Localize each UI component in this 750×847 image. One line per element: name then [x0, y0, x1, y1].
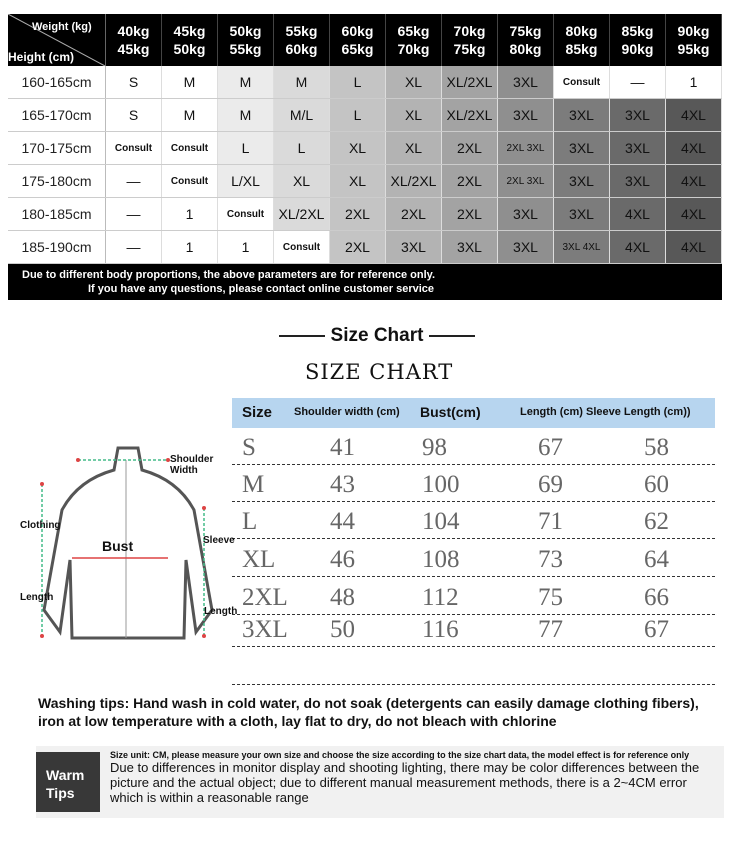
cell-size: XL	[242, 546, 276, 573]
size-cell: M	[274, 66, 330, 99]
size-cell: 1	[666, 66, 722, 99]
label-shoulder-width: Shoulder Width	[170, 454, 214, 476]
size-cell: 4XL	[666, 198, 722, 231]
cell-sleeve: 60	[644, 471, 669, 498]
size-cell: L	[330, 99, 386, 132]
label-sleeve: Sleeve	[203, 535, 235, 546]
weight-col-5: 65kg 70kg	[386, 14, 442, 66]
size-cell: 3XL 4XL	[554, 231, 610, 264]
cell-size: S	[242, 434, 256, 461]
footnote-line-2: If you have any questions, please contact online customer service	[88, 283, 435, 295]
weight-col-10: 90kg 95kg	[666, 14, 722, 66]
cell-bust: 98	[422, 434, 447, 461]
size-cell: 4XL	[610, 231, 666, 264]
cell-length: 73	[538, 546, 563, 573]
col-length-sleeve: Length (cm) Sleeve Length (cm))	[520, 406, 691, 418]
size-cell: 2XL	[386, 198, 442, 231]
size-cell: L	[274, 132, 330, 165]
size-cell: 4XL	[666, 132, 722, 165]
size-cell: XL	[386, 132, 442, 165]
size-cell: 4XL	[610, 198, 666, 231]
cell-shoulder: 44	[330, 508, 355, 535]
cell-size: L	[242, 508, 258, 535]
size-cell: —	[106, 165, 162, 198]
size-chart-subtitle: SIZE CHART	[305, 360, 454, 384]
size-cell: XL/2XL	[274, 198, 330, 231]
cell-sleeve: 58	[644, 434, 669, 461]
table-row	[232, 467, 715, 502]
size-cell: XL	[386, 66, 442, 99]
size-cell: M	[162, 66, 218, 99]
cell-bust: 100	[422, 471, 460, 498]
size-cell: 2XL	[442, 132, 498, 165]
cell-sleeve: 67	[644, 616, 669, 643]
height-label: 185-190cm	[8, 231, 106, 264]
size-cell: Consult	[274, 231, 330, 264]
weight-col-0: 40kg 45kg	[106, 14, 162, 66]
cell-shoulder: 43	[330, 471, 355, 498]
warm-tips-box	[36, 746, 724, 818]
size-cell: Consult	[162, 132, 218, 165]
size-cell: 3XL	[554, 99, 610, 132]
size-cell: Consult	[218, 198, 274, 231]
cell-bust: 116	[422, 616, 459, 643]
size-cell: S	[106, 66, 162, 99]
col-bust: Bust(cm)	[420, 404, 481, 420]
size-cell: 3XL	[498, 99, 554, 132]
warm-tips-label	[36, 752, 100, 812]
cell-bust: 108	[422, 546, 460, 573]
height-label: 180-185cm	[8, 198, 106, 231]
cell-shoulder: 50	[330, 616, 355, 643]
size-cell: 2XL 3XL	[498, 132, 554, 165]
height-axis-label: Height (cm)	[8, 50, 74, 64]
warm-label-line-2: Tips	[46, 785, 75, 801]
cell-sleeve: 62	[644, 508, 669, 535]
table-row	[232, 612, 715, 647]
size-cell: 1	[162, 231, 218, 264]
table-row	[232, 580, 715, 615]
table-row	[8, 99, 722, 132]
weight-col-6: 70kg 75kg	[442, 14, 498, 66]
size-cell: XL/2XL	[442, 66, 498, 99]
size-cell: 2XL	[442, 165, 498, 198]
size-cell: M	[162, 99, 218, 132]
size-cell: —	[106, 231, 162, 264]
weight-col-1: 45kg 50kg	[162, 14, 218, 66]
cell-bust: 104	[422, 508, 460, 535]
col-size: Size	[242, 404, 273, 421]
warm-tip-1: Size unit: CM, please measure your own size and choose the size according to the size chart data, the model effect is for reference only	[110, 750, 690, 760]
cell-length: 75	[538, 584, 563, 611]
size-cell: L	[330, 66, 386, 99]
cell-length: 69	[538, 471, 563, 498]
size-chart-title: Size Chart	[330, 325, 424, 346]
cell-shoulder: 46	[330, 546, 355, 573]
table-row	[232, 542, 715, 577]
warm-label-line-1: Warm	[46, 767, 85, 783]
weight-col-8: 80kg 85kg	[554, 14, 610, 66]
cell-bust: 112	[422, 584, 459, 611]
cell-length: 67	[538, 434, 563, 461]
size-cell: XL/2XL	[442, 99, 498, 132]
size-cell: M	[218, 66, 274, 99]
cell-shoulder: 48	[330, 584, 355, 611]
cell-length: 71	[538, 508, 563, 535]
jacket-diagram	[8, 440, 238, 650]
label-bust: Bust	[102, 538, 134, 554]
weight-axis-label: Weight (kg)	[32, 21, 92, 33]
weight-header-row	[8, 14, 722, 66]
size-cell: L/XL	[218, 165, 274, 198]
size-cell: 3XL	[610, 165, 666, 198]
size-cell: 4XL	[666, 231, 722, 264]
size-cell: S	[106, 99, 162, 132]
cell-size: M	[242, 471, 265, 498]
footnote-line-1: Due to different body proportions, the above parameters are for reference only.	[22, 269, 435, 281]
size-cell: 2XL 3XL	[498, 165, 554, 198]
height-label: 175-180cm	[8, 165, 106, 198]
heading-rule-left	[279, 335, 325, 337]
size-cell: 3XL	[442, 231, 498, 264]
cell-length: 77	[538, 616, 563, 643]
cell-sleeve: 64	[644, 546, 669, 573]
size-cell: 3XL	[554, 165, 610, 198]
size-cell: 3XL	[554, 132, 610, 165]
size-cell: XL	[330, 132, 386, 165]
size-cell: 2XL	[330, 231, 386, 264]
size-cell: 3XL	[498, 66, 554, 99]
size-cell: Consult	[106, 132, 162, 165]
weight-col-3: 55kg 60kg	[274, 14, 330, 66]
size-cell: XL	[274, 165, 330, 198]
table-row	[8, 66, 722, 99]
size-cell: —	[610, 66, 666, 99]
cell-size: 3XL	[242, 616, 288, 643]
size-chart-heading	[270, 325, 484, 347]
size-cell: 3XL	[554, 198, 610, 231]
weight-col-4: 60kg 65kg	[330, 14, 386, 66]
col-shoulder: Shoulder width (cm)	[294, 406, 400, 418]
height-label: 165-170cm	[8, 99, 106, 132]
table-row	[8, 198, 722, 231]
size-cell: L	[218, 132, 274, 165]
table-row	[8, 132, 722, 165]
size-cell: 1	[162, 198, 218, 231]
cell-shoulder: 41	[330, 434, 355, 461]
size-cell: Consult	[554, 66, 610, 99]
size-cell: XL	[386, 99, 442, 132]
cell-size: 2XL	[242, 584, 288, 611]
washing-tips: Washing tips: Hand wash in cold water, do not soak (detergents can easily damage clothing fibers), iron at low temperature with a cloth, lay flat to dry, do not bleach with chlorine	[38, 695, 699, 729]
size-cell: 2XL	[442, 198, 498, 231]
size-cell: —	[106, 198, 162, 231]
table-corner-cell	[8, 14, 106, 66]
weight-col-2: 50kg 55kg	[218, 14, 274, 66]
warm-tips-text	[110, 750, 720, 805]
warm-tip-2: Due to differences in monitor display and shooting lighting, there may be color differences between the picture and the actual object; due to different manual measurement methods, there is a 2~4CM error which is within a reasonable range	[110, 760, 700, 805]
table-row	[8, 165, 722, 198]
weight-col-9: 85kg 90kg	[610, 14, 666, 66]
size-cell: 2XL	[330, 198, 386, 231]
label-length-right: Length	[204, 606, 238, 617]
empty-row	[232, 650, 715, 685]
size-cell: 3XL	[610, 99, 666, 132]
size-cell: 3XL	[498, 198, 554, 231]
table-row	[8, 231, 722, 264]
label-length-left: Length	[20, 592, 54, 603]
height-label: 160-165cm	[8, 66, 106, 99]
size-cell: 3XL	[386, 231, 442, 264]
size-cell: 1	[218, 231, 274, 264]
heading-rule-right	[429, 335, 475, 337]
label-clothing: Clothing	[20, 520, 61, 531]
height-label: 170-175cm	[8, 132, 106, 165]
size-cell: 4XL	[666, 165, 722, 198]
weight-col-7: 75kg 80kg	[498, 14, 554, 66]
size-cell: M/L	[274, 99, 330, 132]
size-cell: 4XL	[666, 99, 722, 132]
size-cell: XL/2XL	[386, 165, 442, 198]
weight-height-size-table	[8, 14, 722, 300]
table-row	[232, 430, 715, 465]
size-cell: M	[218, 99, 274, 132]
table-row	[232, 504, 715, 539]
size-cell: 3XL	[498, 231, 554, 264]
measurement-header	[232, 398, 715, 428]
table-footnote	[8, 264, 722, 301]
size-cell: 3XL	[610, 132, 666, 165]
size-cell: XL	[330, 165, 386, 198]
size-cell: Consult	[162, 165, 218, 198]
cell-sleeve: 66	[644, 584, 669, 611]
